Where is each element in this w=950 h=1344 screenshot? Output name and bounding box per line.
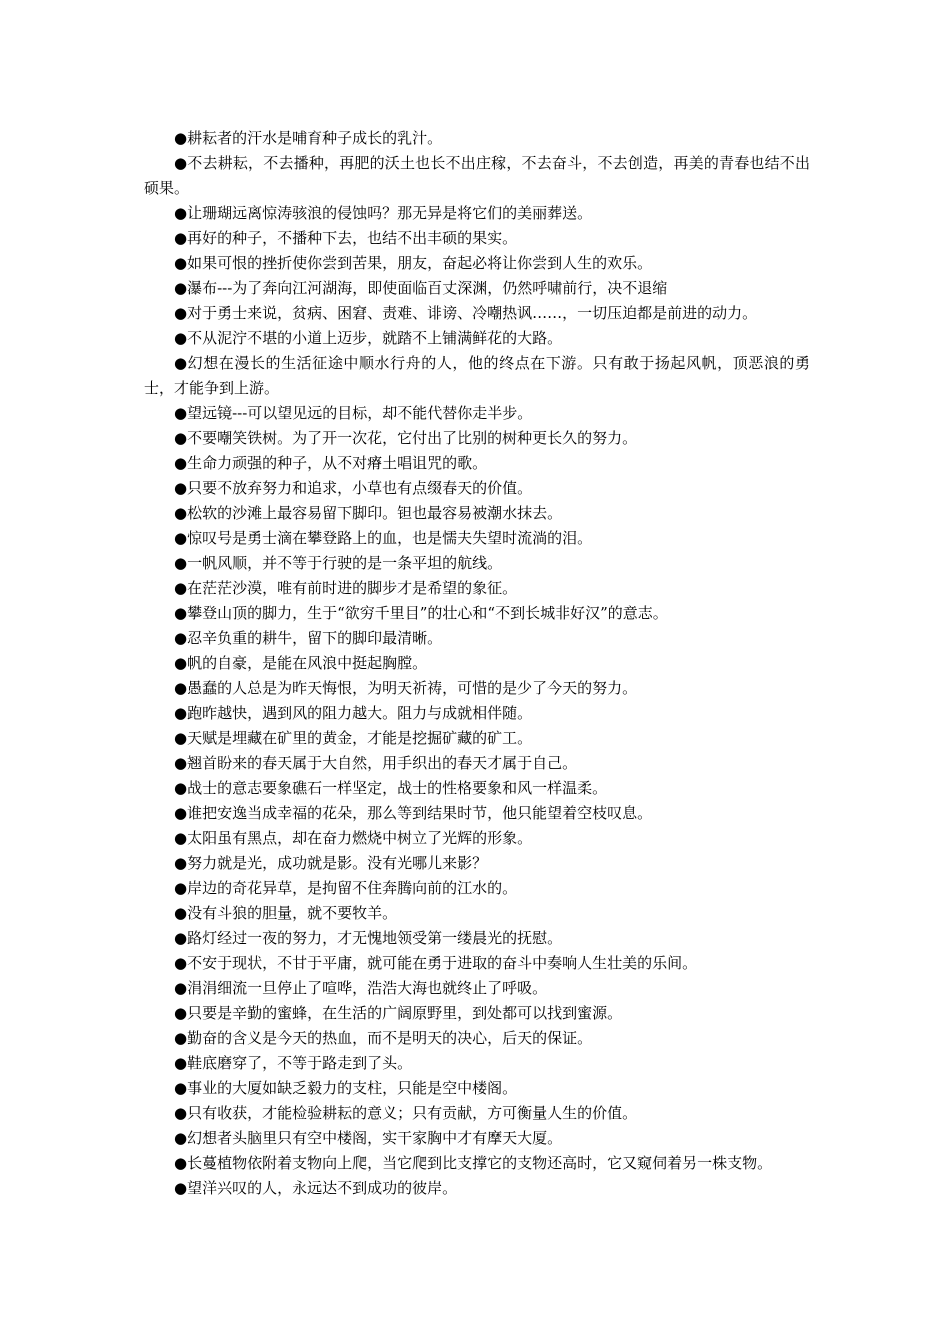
paragraph: ●鞋底磨穿了，不等于路走到了头。	[174, 1054, 413, 1072]
paragraph: ●只要是辛勤的蜜蜂，在生活的广阔原野里，到处都可以找到蜜源。	[174, 1004, 623, 1022]
paragraph: ●望远镜---可以望见远的目标，却不能代替你走半步。	[174, 404, 533, 422]
paragraph: ●耕耘者的汗水是哺育种子成长的乳汁。	[174, 129, 443, 147]
paragraph: ●攀登山顶的脚力，生于“欲穷千里目”的壮心和“不到长城非好汉”的意志。	[174, 604, 668, 622]
document-body	[144, 126, 810, 1201]
paragraph: ●勤奋的含义是今天的热血，而不是明天的决心，后天的保证。	[174, 1029, 593, 1047]
paragraph: ●再好的种子，不播种下去，也结不出丰硕的果实。	[174, 229, 518, 247]
paragraph: ●在茫茫沙漠，唯有前时进的脚步才是希望的象征。	[174, 579, 518, 597]
paragraph: ●惊叹号是勇士滴在攀登路上的血，也是懦夫失望时流淌的泪。	[174, 529, 593, 547]
paragraph: ●帆的自豪，是能在风浪中挺起胸膛。	[174, 654, 428, 672]
paragraph: ●没有斗狼的胆量，就不要牧羊。	[174, 904, 398, 922]
paragraph: ●只要不放弃努力和追求，小草也有点缀春天的价值。	[174, 479, 533, 497]
paragraph: ●长蔓植物依附着支物向上爬，当它爬到比支撑它的支物还高时，它又窥伺着另一株支物。	[174, 1154, 773, 1172]
paragraph: ●努力就是光，成功就是影。没有光哪儿来影？	[174, 854, 488, 872]
paragraph: ●瀑布---为了奔向江河湖海，即使面临百丈深渊，仍然呼啸前行，决不退缩	[174, 279, 668, 297]
paragraph: ●愚蠢的人总是为昨天悔恨，为明天祈祷，可惜的是少了今天的努力。	[174, 679, 638, 697]
paragraph: ●望洋兴叹的人，永远达不到成功的彼岸。	[174, 1179, 458, 1197]
paragraph: ●幻想者头脑里只有空中楼阁，实干家胸中才有摩天大厦。	[174, 1129, 563, 1147]
paragraph: ●太阳虽有黑点，却在奋力燃烧中树立了光辉的形象。	[174, 829, 533, 847]
paragraph: ●战士的意志要象礁石一样坚定，战士的性格要象和风一样温柔。	[174, 779, 608, 797]
paragraph: ●幻想在漫长的生活征途中顺水行舟的人，他的终点在下游。只有敢于扬起风帆，顶恶浪的勇士，才能争到上游。	[144, 354, 810, 397]
paragraph: ●跑昨越快，遇到风的阻力越大。阻力与成就相伴随。	[174, 704, 533, 722]
paragraph: ●事业的大厦如缺乏毅力的支柱，只能是空中楼阁。	[174, 1079, 518, 1097]
paragraph: ●岸边的奇花异草，是拘留不住奔腾向前的江水的。	[174, 879, 518, 897]
paragraph: ●如果可恨的挫折使你尝到苦果，朋友，奋起必将让你尝到人生的欢乐。	[174, 254, 653, 272]
paragraph: ●路灯经过一夜的努力，才无愧地领受第一缕晨光的抚慰。	[174, 929, 563, 947]
paragraph: ●不要嘲笑铁树。为了开一次花，它付出了比别的树种更长久的努力。	[174, 429, 638, 447]
paragraph: ●不从泥泞不堪的小道上迈步，就踏不上铺满鲜花的大路。	[174, 329, 563, 347]
paragraph: ●松软的沙滩上最容易留下脚印。钽也最容易被潮水抹去。	[174, 504, 563, 522]
paragraph: ●谁把安逸当成幸福的花朵，那么等到结果时节，他只能望着空枝叹息。	[174, 804, 653, 822]
paragraph: ●只有收获，才能检验耕耘的意义；只有贡献，方可衡量人生的价值。	[174, 1104, 638, 1122]
paragraph: ●让珊瑚远离惊涛骇浪的侵蚀吗？那无异是将它们的美丽葬送。	[174, 204, 593, 222]
paragraph: ●不去耕耘，不去播种，再肥的沃土也长不出庄稼，不去奋斗，不去创造，再美的青春也结不出硕果。	[144, 154, 810, 197]
paragraph: ●不安于现状，不甘于平庸，就可能在勇于进取的奋斗中奏响人生壮美的乐间。	[174, 954, 698, 972]
paragraph: ●翘首盼来的春天属于大自然，用手织出的春天才属于自己。	[174, 754, 578, 772]
paragraph: ●一帆风顺，并不等于行驶的是一条平坦的航线。	[174, 554, 503, 572]
paragraph: ●生命力顽强的种子，从不对瘠土唱诅咒的歌。	[174, 454, 488, 472]
paragraph: ●对于勇士来说，贫病、困窘、责难、诽谤、冷嘲热讽……，一切压迫都是前进的动力。	[174, 304, 758, 322]
paragraph: ●天赋是埋藏在矿里的黄金，才能是挖掘矿藏的矿工。	[174, 729, 533, 747]
paragraph: ●忍辛负重的耕牛，留下的脚印最清晰。	[174, 629, 443, 647]
paragraph: ●涓涓细流一旦停止了喧哗，浩浩大海也就终止了呼吸。	[174, 979, 548, 997]
